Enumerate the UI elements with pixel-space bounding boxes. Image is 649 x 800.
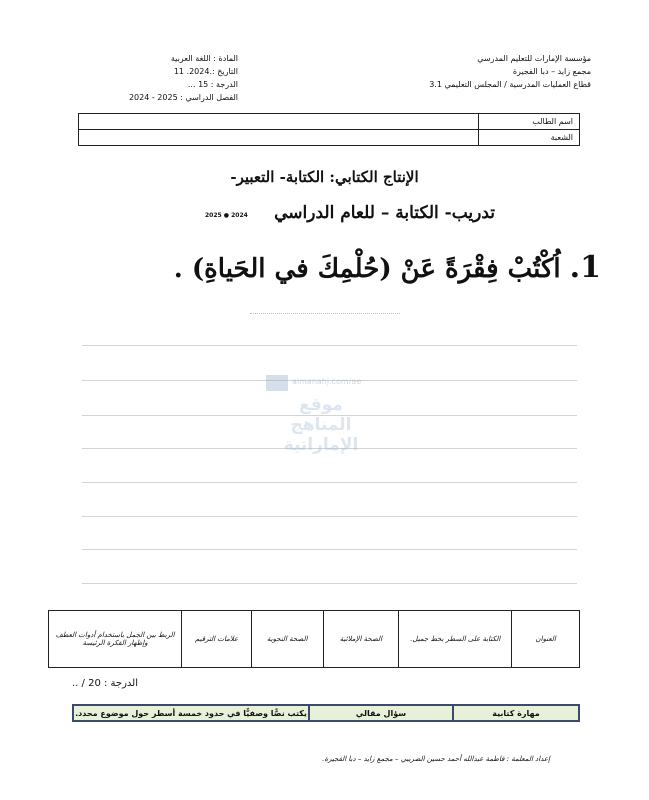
rubric-table xyxy=(48,610,580,668)
section-field[interactable] xyxy=(79,130,479,146)
rubric-cell: الربط بين الجمل باستخدام أدوات العطف وإظهار الفكرة الرئيسة xyxy=(49,611,182,668)
mark: الدرجة : 15 ... xyxy=(187,80,238,89)
subtitle xyxy=(205,203,495,227)
subject: المادة : اللغة العربية xyxy=(170,54,238,63)
writing-line[interactable] xyxy=(82,583,577,584)
watermark-text: موقع المناهج الإماراتية xyxy=(283,395,359,455)
rubric-cell: الصحة النحوية xyxy=(251,611,323,668)
student-name-field[interactable] xyxy=(79,114,479,130)
student-name-label: اسم الطالب xyxy=(479,114,580,130)
student-info-table xyxy=(78,113,580,146)
page-title: الإنتاج الكتابي: الكتابة- التعبير- xyxy=(230,168,419,186)
writing-line[interactable] xyxy=(82,482,577,483)
semester: الفصل الدراسي : 2025 - 2024 xyxy=(128,93,238,102)
date: التاريخ :.2024. 11 xyxy=(173,67,238,76)
question-number: 1. xyxy=(569,250,601,285)
rubric-cell: العنوان xyxy=(512,611,580,668)
task-type: سؤال مقالي xyxy=(309,705,453,721)
task-table xyxy=(72,704,580,722)
subtitle-year: 2025 ● 2024 xyxy=(205,212,248,219)
footer-credit: إعداد المعلمة : فاطمة عبدالله أحمد حسين الضريبي – مجمع زايد – دبا الفجيرة. xyxy=(322,755,550,763)
rubric-cell: الكتابة على السطر بخط جميل. xyxy=(399,611,512,668)
school-complex: مجمع زايد – دبا الفجيرة xyxy=(512,67,591,76)
writing-line[interactable] xyxy=(82,345,577,346)
subtitle-text: تدريب- الكتابة – للعام الدراسي xyxy=(274,203,495,223)
writing-line[interactable] xyxy=(82,516,577,517)
school-header xyxy=(371,52,591,91)
watermark-logo-icon xyxy=(266,375,288,391)
school-sector: قطاع العمليات المدرسية / المجلس التعليمي 3.1 xyxy=(429,80,591,89)
school-name: مؤسسة الإمارات للتعليم المدرسي xyxy=(477,54,591,63)
question xyxy=(121,250,601,285)
task-skill: مهارة كتابية xyxy=(453,705,579,721)
watermark xyxy=(266,373,376,455)
rubric-cell: علامات الترقيم xyxy=(182,611,252,668)
exam-meta xyxy=(118,52,238,104)
question-text: اُكْتُبْ فِقْرَةً عَنْ (حُلْمِكَ في الحَياةِ) . xyxy=(173,254,561,284)
section-label: الشعبة xyxy=(479,130,580,146)
total-grade: الدرجة : 20 / .. xyxy=(72,678,139,689)
divider xyxy=(250,313,400,314)
watermark-url: almanahj.com/ae xyxy=(292,377,362,386)
writing-line[interactable] xyxy=(82,549,577,550)
rubric-cell: الصحة الإملائية xyxy=(323,611,399,668)
task-description: يكتب نصًّا وصفيًّا في حدود خمسة أسطر حول موضوع محدد. xyxy=(73,705,309,721)
